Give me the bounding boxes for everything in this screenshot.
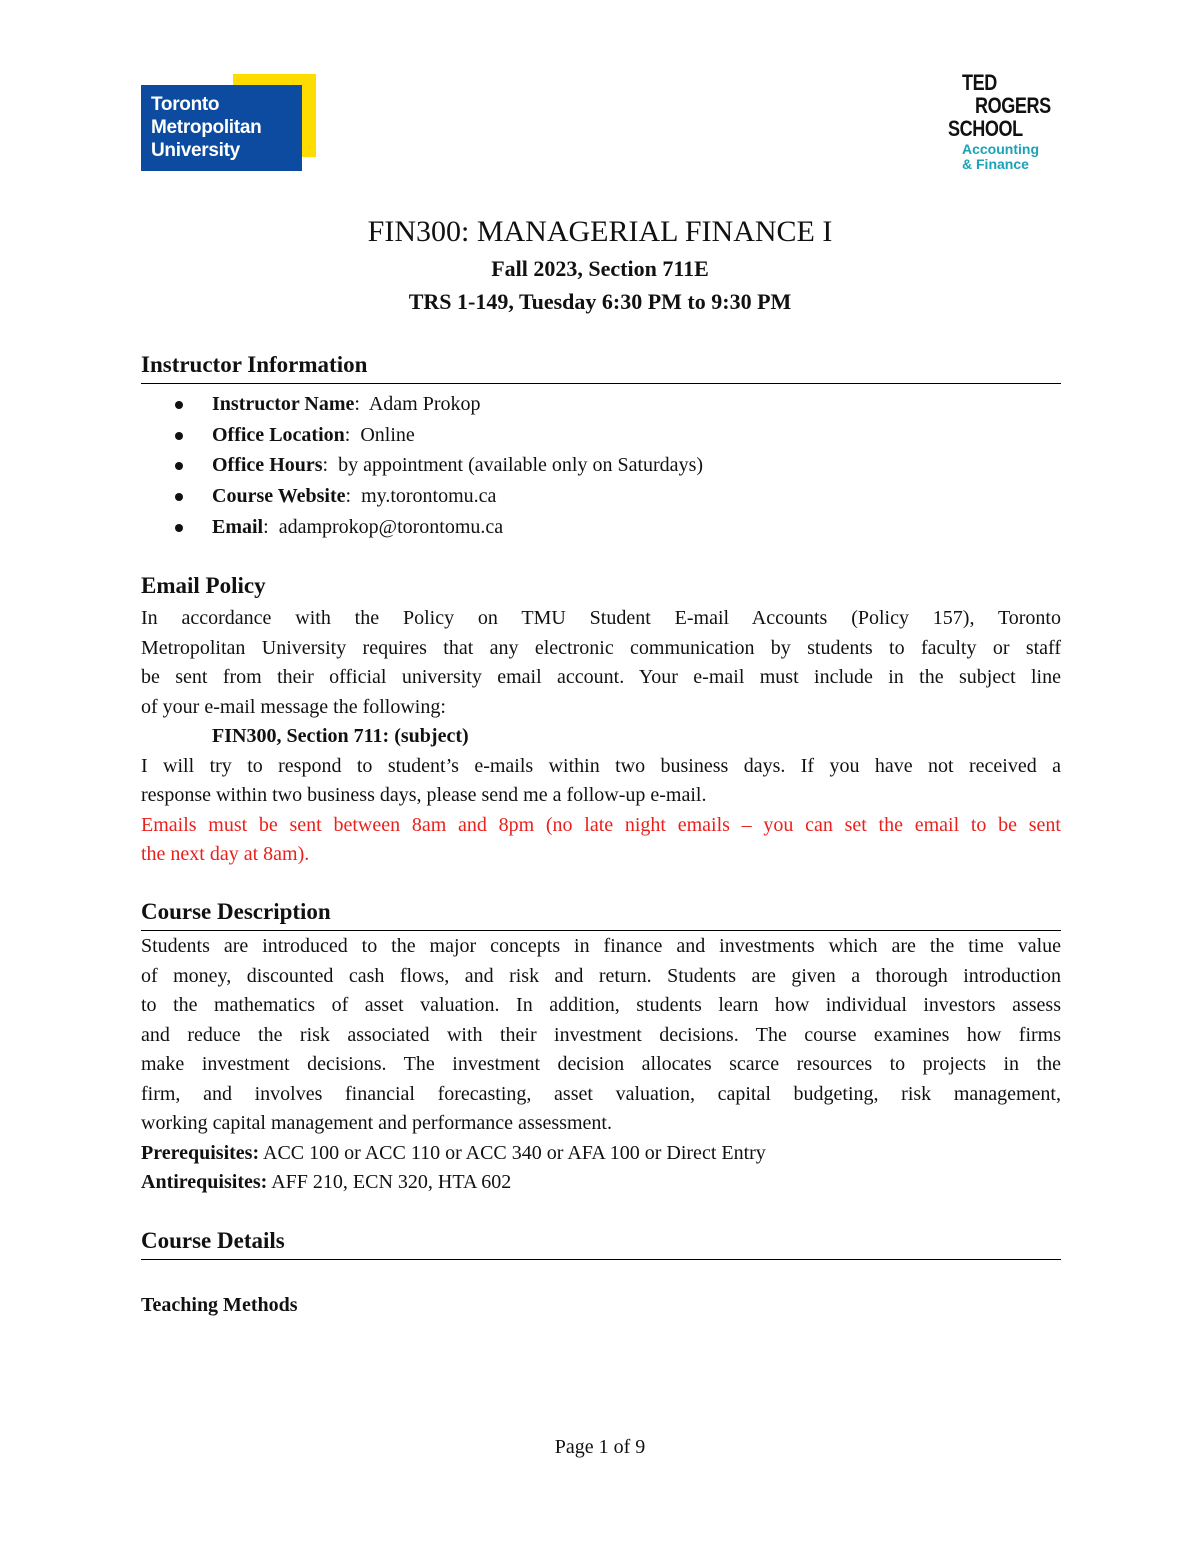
tmu-logo-line: Metropolitan xyxy=(151,117,262,138)
course-term: Fall 2023, Section 711E xyxy=(491,256,709,281)
email-policy-body xyxy=(141,604,1061,870)
text-line: I will try to respond to student’s e-mails within two business days. If you have not received a xyxy=(141,754,1061,777)
trs-logo-subline: & Finance xyxy=(962,156,1029,172)
text-line: In accordance with the Policy on TMU Student E-mail Accounts (Policy 157), Toronto xyxy=(141,607,1061,629)
course-description-heading: Course Description xyxy=(141,899,331,924)
email-subject-format: FIN300, Section 711: (subject) xyxy=(212,725,469,747)
prerequisites-line xyxy=(141,1139,1061,1169)
text-line: Metropolitan University requires that any electronic communication by students to faculty or staff xyxy=(141,636,1061,659)
text-line: to the mathematics of asset valuation. In addition, students learn how individual investors assess xyxy=(141,994,1061,1016)
text-line: of your e-mail message the following: xyxy=(141,695,446,718)
antirequisites-line xyxy=(141,1168,1061,1198)
section-rule xyxy=(141,930,1061,931)
item-label: Course Website xyxy=(212,485,346,508)
item-label: Office Hours xyxy=(212,454,323,477)
text-line: and reduce the risk associated with their investment decisions. The course examines how firms xyxy=(141,1023,1061,1046)
course-details-heading: Course Details xyxy=(141,1228,285,1253)
course-description-body xyxy=(141,932,1061,1198)
list-item: Email: adamprokop@torontomu.ca xyxy=(141,512,1061,543)
tmu-logo xyxy=(141,74,316,172)
item-label: Instructor Name xyxy=(212,393,355,415)
text-line: make investment decisions. The investment decision allocates scarce resources to projects in the xyxy=(141,1053,1061,1075)
instructor-info-list xyxy=(141,389,1061,543)
bullet-icon xyxy=(175,462,183,470)
list-item: Course Website: my.torontomu.ca xyxy=(141,481,1061,512)
text-line: working capital management and performance assessment. xyxy=(141,1112,612,1134)
bullet-icon xyxy=(175,432,183,440)
trs-logo-line: TED xyxy=(962,70,997,95)
email-time-warning: Emails must be sent between 8am and 8pm (no late night emails – you can set the email to be sent xyxy=(141,813,1061,836)
trs-logo-subline: Accounting xyxy=(962,141,1039,157)
text-line: of money, discounted cash flows, and risk and return. Students are given a thorough introduction xyxy=(141,964,1061,987)
course-title: FIN300: MANAGERIAL FINANCE I xyxy=(367,215,833,248)
text-line: response within two business days, please send me a follow-up e-mail. xyxy=(141,784,707,806)
tmu-logo-line: Toronto xyxy=(151,94,220,115)
item-value: Online xyxy=(360,423,415,446)
ted-rogers-logo xyxy=(944,72,1074,176)
prerequisites-value: ACC 100 or ACC 110 or ACC 340 or AFA 100 or Direct Entry xyxy=(259,1141,766,1164)
instructor-heading: Instructor Information xyxy=(141,352,368,377)
prerequisites-label: Prerequisites: xyxy=(141,1141,260,1164)
section-rule xyxy=(141,383,1061,384)
trs-logo-line: ROGERS xyxy=(975,93,1051,118)
email-policy-heading: Email Policy xyxy=(141,573,266,598)
page-number: Page 1 of 9 xyxy=(554,1436,646,1458)
antirequisites-value: AFF 210, ECN 320, HTA 602 xyxy=(267,1171,512,1193)
tmu-logo-line: University xyxy=(151,140,240,161)
item-label: Email xyxy=(212,515,264,538)
item-value: by appointment (available only on Saturdays) xyxy=(338,454,704,477)
list-item: Instructor Name: Adam Prokop xyxy=(141,389,1061,420)
bullet-icon xyxy=(175,524,183,532)
text-line: Students are introduced to the major concepts in finance and investments which are the time value xyxy=(141,935,1061,957)
item-value: my.torontomu.ca xyxy=(361,485,497,508)
list-item: Office Hours: by appointment (available only on Saturdays) xyxy=(141,450,1061,481)
teaching-methods-heading: Teaching Methods xyxy=(141,1294,298,1316)
section-rule xyxy=(141,1259,1061,1260)
item-value: adamprokop@torontomu.ca xyxy=(278,515,504,538)
text-line: firm, and involves financial forecasting, asset valuation, capital budgeting, risk management, xyxy=(141,1082,1061,1105)
email-time-warning: the next day at 8am). xyxy=(141,843,310,865)
list-item: Office Location: Online xyxy=(141,420,1061,451)
item-label: Office Location xyxy=(212,423,345,446)
trs-logo-line: SCHOOL xyxy=(948,116,1023,141)
tmu-logo-wordmark xyxy=(151,93,261,162)
text-line: be sent from their official university email account. Your e-mail must include in the subject line xyxy=(141,666,1061,688)
antirequisites-label: Antirequisites: xyxy=(141,1171,268,1193)
course-room-time: TRS 1-149, Tuesday 6:30 PM to 9:30 PM xyxy=(408,289,792,314)
bullet-icon xyxy=(175,493,183,501)
bullet-icon xyxy=(175,401,183,409)
item-value: Adam Prokop xyxy=(368,393,481,415)
